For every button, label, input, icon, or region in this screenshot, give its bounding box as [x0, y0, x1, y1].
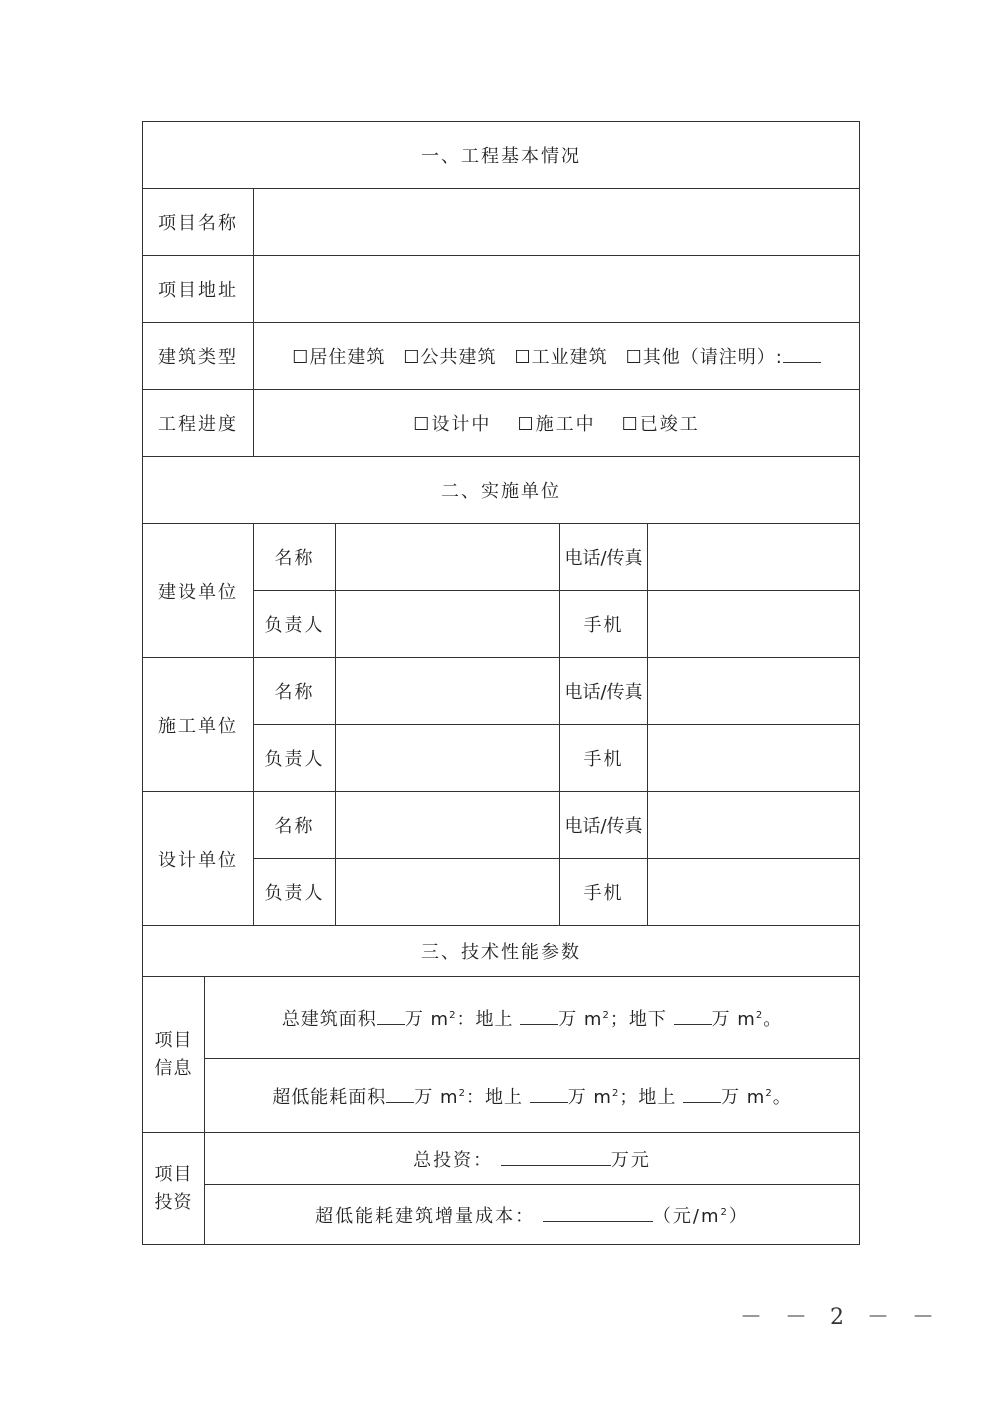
section2-title: 二、实施单位 [143, 457, 860, 524]
period: 。 [763, 1008, 783, 1030]
unit-mobile-label: 手机 [560, 859, 648, 926]
building-type-row [143, 323, 860, 390]
above-ground-label: 地上 [475, 1008, 514, 1030]
area-ultra-blank[interactable] [386, 1086, 414, 1103]
unit-phone-label: 电话/传真 [560, 524, 648, 591]
unit-person-label: 负责人 [254, 591, 336, 658]
option-industrial[interactable] [514, 343, 607, 369]
section1-title: 一、工程基本情况 [143, 122, 860, 189]
total-invest-label: 总投资： [413, 1149, 494, 1171]
unit-text: 万 m [567, 1086, 612, 1108]
unit-text: 万 m [414, 1086, 459, 1108]
building-type-options [254, 323, 860, 390]
option-completed[interactable] [622, 410, 700, 436]
checkbox-icon[interactable]: ☐ [514, 347, 532, 368]
total-invest-unit: 万元 [610, 1149, 651, 1171]
project-address-label: 项目地址 [143, 256, 254, 323]
unit-text: 万 m [721, 1086, 766, 1108]
progress-label: 工程进度 [143, 390, 254, 457]
unit-person-field[interactable] [336, 725, 560, 792]
unit-phone-label: 电话/传真 [560, 792, 648, 859]
unit-label: 建设单位 [143, 524, 254, 658]
superscript: 2 [458, 1087, 466, 1099]
option-residential[interactable] [292, 343, 385, 369]
project-info-label [143, 977, 205, 1133]
option-label: 已竣工 [639, 414, 700, 435]
option-label: 其他（请注明）: [642, 347, 783, 368]
area-total-label: 总建筑面积 [281, 1008, 377, 1030]
checkbox-icon[interactable]: ☐ [517, 414, 536, 435]
option-label: 居住建筑 [309, 347, 386, 368]
area-total-blank[interactable] [377, 1008, 405, 1025]
unit-person-field[interactable] [336, 859, 560, 926]
application-form-table [142, 121, 860, 1245]
checkbox-icon[interactable]: ☐ [621, 414, 640, 435]
superscript: 2 [602, 1009, 610, 1021]
incremental-cost-row [143, 1185, 860, 1245]
unit-text: 万 m [404, 1008, 450, 1030]
total-invest-row [143, 1133, 860, 1185]
unit-row [143, 524, 860, 591]
option-label: 设计中 [431, 414, 492, 435]
checkbox-icon[interactable]: ☐ [403, 347, 421, 368]
area-ultra-label: 超低能耗面积 [272, 1086, 387, 1108]
above-ground-label: 地上 [638, 1086, 677, 1108]
unit-name-label: 名称 [254, 658, 336, 725]
unit-phone-field[interactable] [648, 792, 860, 859]
project-address-field[interactable] [254, 256, 860, 323]
unit-person-label: 负责人 [254, 725, 336, 792]
sep: ； [609, 1008, 629, 1030]
option-other[interactable] [626, 343, 821, 369]
checkbox-icon[interactable]: ☐ [625, 347, 643, 368]
unit-phone-field[interactable] [648, 524, 860, 591]
period: 。 [772, 1086, 792, 1108]
other-blank-field[interactable] [783, 346, 821, 363]
unit-mobile-label: 手机 [560, 591, 648, 658]
unit-mobile-field[interactable] [648, 859, 860, 926]
superscript: 2 [611, 1087, 620, 1099]
unit-row [143, 792, 860, 859]
incremental-cost-blank[interactable] [543, 1205, 653, 1222]
option-designing[interactable] [413, 410, 491, 436]
label-line: 项目 [154, 1163, 193, 1185]
area-ultra-cell [205, 1059, 860, 1133]
unit-label: 施工单位 [143, 658, 254, 792]
above-ground-blank[interactable] [530, 1086, 568, 1103]
unit-name-field[interactable] [336, 524, 560, 591]
unit-name-label: 名称 [254, 524, 336, 591]
below-ground-label: 地下 [628, 1008, 667, 1030]
unit-text: 万 m [711, 1008, 756, 1030]
project-name-row [143, 189, 860, 256]
incremental-cost-label: 超低能耗建筑增量成本： [315, 1205, 536, 1227]
section1-header-row [143, 122, 860, 189]
sep: ； [619, 1086, 639, 1108]
superscript: 2 [755, 1009, 764, 1021]
section3-title: 三、技术性能参数 [143, 926, 860, 977]
label-line: 信息 [154, 1057, 193, 1079]
area-total-cell [205, 977, 860, 1059]
section3-header-row [143, 926, 860, 977]
sep: ： [465, 1086, 485, 1108]
unit-text: 万 m [558, 1008, 603, 1030]
superscript: 2 [765, 1087, 773, 1099]
superscript: 2 [449, 1009, 457, 1021]
unit-row [143, 658, 860, 725]
sep: ： [456, 1008, 476, 1030]
page-number: － － 2 － － [740, 1305, 942, 1330]
project-invest-label [143, 1133, 205, 1245]
unit-phone-field[interactable] [648, 658, 860, 725]
above-ground-blank-2[interactable] [683, 1086, 721, 1103]
above-ground-blank[interactable] [520, 1008, 558, 1025]
area-ultra-row [143, 1059, 860, 1133]
project-name-label: 项目名称 [143, 189, 254, 256]
below-ground-blank[interactable] [674, 1008, 712, 1025]
incremental-cost-unit: （元/m [652, 1205, 721, 1227]
label-line: 投资 [154, 1191, 193, 1213]
unit-mobile-field[interactable] [648, 591, 860, 658]
project-name-field[interactable] [254, 189, 860, 256]
superscript: 2 [720, 1206, 729, 1218]
unit-person-label: 负责人 [254, 859, 336, 926]
project-address-row [143, 256, 860, 323]
option-public[interactable] [403, 343, 496, 369]
option-constructing[interactable] [517, 410, 595, 436]
unit-name-field[interactable] [336, 792, 560, 859]
label-line: 项目 [154, 1029, 193, 1051]
incremental-cost-unit-end: ） [728, 1205, 749, 1227]
unit-label: 设计单位 [143, 792, 254, 926]
building-type-label: 建筑类型 [143, 323, 254, 390]
unit-name-field[interactable] [336, 658, 560, 725]
above-ground-label: 地上 [484, 1086, 523, 1108]
section2-header-row [143, 457, 860, 524]
checkbox-icon[interactable]: ☐ [292, 347, 310, 368]
unit-mobile-field[interactable] [648, 725, 860, 792]
option-label: 工业建筑 [531, 347, 608, 368]
unit-name-label: 名称 [254, 792, 336, 859]
total-invest-cell [205, 1133, 860, 1185]
checkbox-icon[interactable]: ☐ [413, 414, 432, 435]
unit-person-field[interactable] [336, 591, 560, 658]
total-invest-blank[interactable] [501, 1149, 611, 1166]
unit-mobile-label: 手机 [560, 725, 648, 792]
incremental-cost-cell [205, 1185, 860, 1245]
area-total-row [143, 977, 860, 1059]
progress-row [143, 390, 860, 457]
progress-options [254, 390, 860, 457]
option-label: 施工中 [535, 414, 596, 435]
unit-phone-label: 电话/传真 [560, 658, 648, 725]
option-label: 公共建筑 [420, 347, 497, 368]
